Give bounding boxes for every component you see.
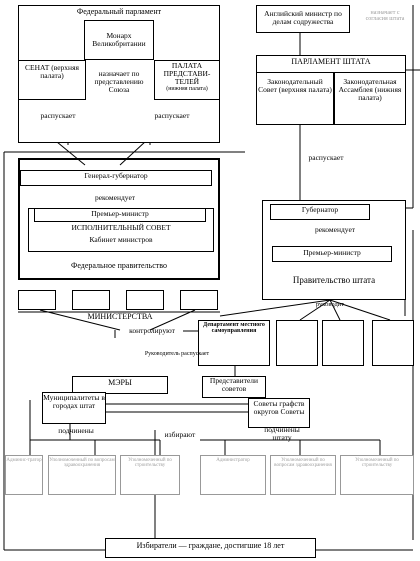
ghost-label-3: Уполномоченный по строительству xyxy=(128,458,172,469)
premier-label: Премьер-министр xyxy=(303,248,361,257)
voters-label: Избиратели — граждане, достигшие 18 лет xyxy=(136,541,285,550)
elect-label: избирают xyxy=(164,430,196,439)
state-recommends-label: рекомендует xyxy=(314,225,356,234)
house-sublabel: (нижняя палата) xyxy=(166,86,208,92)
fed-recommends-label: рекомендует xyxy=(94,193,136,202)
ghost-label-6: Уполномоченный по строительству xyxy=(355,458,399,469)
dissolves-right: распускает xyxy=(154,111,190,120)
local-dept-label: Департамент местного самоуправления xyxy=(203,322,265,335)
governor-label: Губернатор xyxy=(301,205,339,214)
council-reps-label: Представители советов xyxy=(209,376,259,393)
ministry-box-3 xyxy=(126,290,164,310)
dissolves-left: распускает xyxy=(40,111,76,120)
cabinet-label: Кабинет министров xyxy=(89,235,153,244)
federal-parliament-title: Федеральный парламент xyxy=(76,7,162,16)
subordinate-left-label: подчинены xyxy=(58,426,94,435)
monarch-label: Монарх Великобритании xyxy=(92,31,146,48)
municipalities-label: Муниципалитеты в городах штат xyxy=(43,393,105,410)
english-minister-label: Английский министр по делам содружества xyxy=(264,9,342,26)
ministry-box-1 xyxy=(18,290,56,310)
mayors-label: МЭРЫ xyxy=(108,378,132,387)
ghost-label-1: Админис-тратор xyxy=(6,458,42,463)
ghost-label-5: Уполномоченный по вопросам здравоохранения xyxy=(274,458,332,469)
governor-general-label: Генерал-губернатор xyxy=(84,171,148,180)
federal-government-caption: Федеральное правительство xyxy=(71,261,167,270)
state-dissolves-label: распускает xyxy=(308,153,344,162)
state-government-caption: Правительство штата xyxy=(292,275,376,285)
ministry-box-2 xyxy=(72,290,110,310)
head-dissolves-label: Руководитель распускает xyxy=(144,351,210,357)
ministries-label: МИНИСТЕРСТВА xyxy=(87,312,153,321)
senate-label: СЕНАТ (верхняя палата) xyxy=(25,63,79,80)
prime-minister-label: Премьер-министр xyxy=(91,209,149,218)
ghost-label-2: Уполномоченный по вопросам здравоохранения xyxy=(49,458,115,469)
house-label: ПАЛАТА ПРЕДСТАВИ-ТЕЛЕЙ xyxy=(163,61,211,86)
state-ministry-box-1 xyxy=(276,320,318,366)
subordinate-right-label: подчинены штату xyxy=(264,425,300,442)
leads-label: руководит xyxy=(315,301,345,308)
ghost-label-4: Администратор xyxy=(216,458,250,463)
state-council-label: Законодательный Совет (верхняя палата) xyxy=(258,77,332,94)
ministry-box-4 xyxy=(180,290,218,310)
executive-council-label: ИСПОЛНИТЕЛЬНЫЙ СОВЕТ xyxy=(71,223,171,232)
appoints-label: назначает по представлению Союза xyxy=(94,69,144,94)
state-ministry-box-3 xyxy=(372,320,414,366)
state-parliament-title: ПАРЛАМЕНТ ШТАТА xyxy=(291,57,371,66)
state-ministry-box-2 xyxy=(322,320,364,366)
ghost-note-top-right: назначает с согласия штата xyxy=(365,10,405,23)
state-assembly-label: Законодательная Ассамблея (нижняя палата) xyxy=(338,77,402,102)
county-councils-label: Советы графств округов Советы xyxy=(253,399,305,416)
controls-label: контролируют xyxy=(129,326,175,335)
